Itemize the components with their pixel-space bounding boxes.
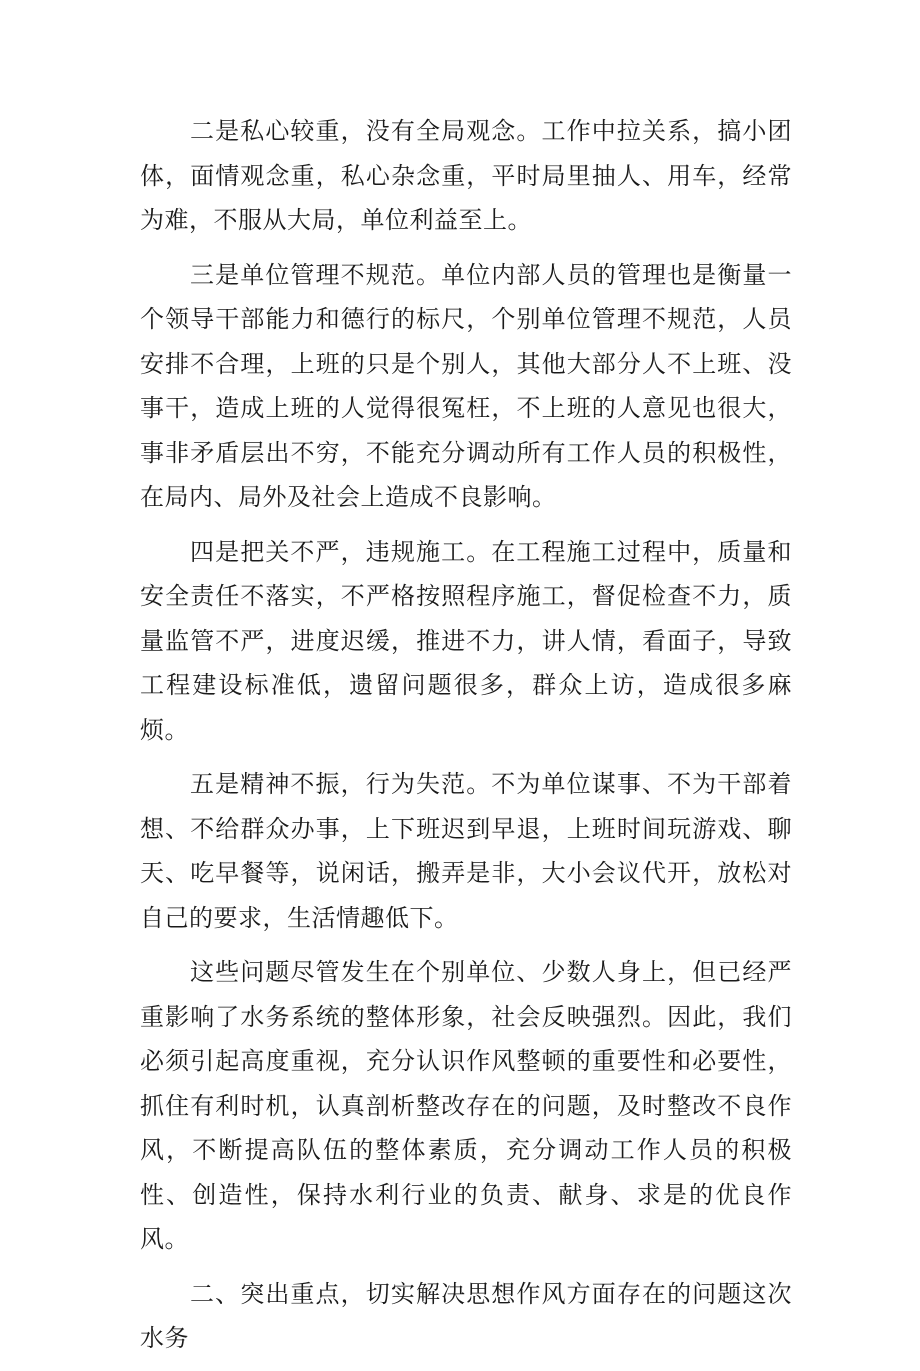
- paragraph-point-five: 五是精神不振，行为失范。不为单位谋事、不为干部着想、不给群众办事，上下班迟到早退，上班时间玩游戏、聊天、吃早餐等，说闲话，搬弄是非，大小会议代开，放松对自己的要求，生活情趣低下。: [140, 770, 792, 932]
- document-body: [140, 109, 792, 1371]
- paragraph-point-three: 三是单位管理不规范。单位内部人员的管理也是衡量一个领导干部能力和德行的标尺，个别单位管理不规范，人员安排不合理，上班的只是个别人，其他大部分人不上班、没事干，造成上班的人觉得很冤枉，不上班的人意见也很大，事非矛盾层出不穷，不能充分调动所有工作人员的积极性，在局内、局外及社会上造成不良影响。: [140, 260, 792, 511]
- paragraph-point-four: 四是把关不严，违规施工。在工程施工过程中，质量和安全责任不落实，不严格按照程序施工，督促检查不力，质量监管不严，进度迟缓，推进不力，讲人情，看面子，导致工程建设标准低，遗留问题很多，群众上访，造成很多麻烦。: [140, 537, 792, 744]
- paragraph-point-two: 二是私心较重，没有全局观念。工作中拉关系，搞小团体，面情观念重，私心杂念重，平时局里抽人、用车，经常为难，不服从大局，单位利益至上。: [140, 117, 792, 234]
- paragraph-summary: 这些问题尽管发生在个别单位、少数人身上，但已经严重影响了水务系统的整体形象，社会反映强烈。因此，我们必须引起高度重视，充分认识作风整顿的重要性和必要性，抓住有利时机，认真剖析整改存在的问题，及时整改不良作风，不断提高队伍的整体素质，充分调动工作人员的积极性、创造性，保持水利行业的负责、献身、求是的优良作风。: [140, 958, 792, 1253]
- section-heading-two: 二、突出重点，切实解决思想作风方面存在的问题这次水务: [140, 1279, 792, 1352]
